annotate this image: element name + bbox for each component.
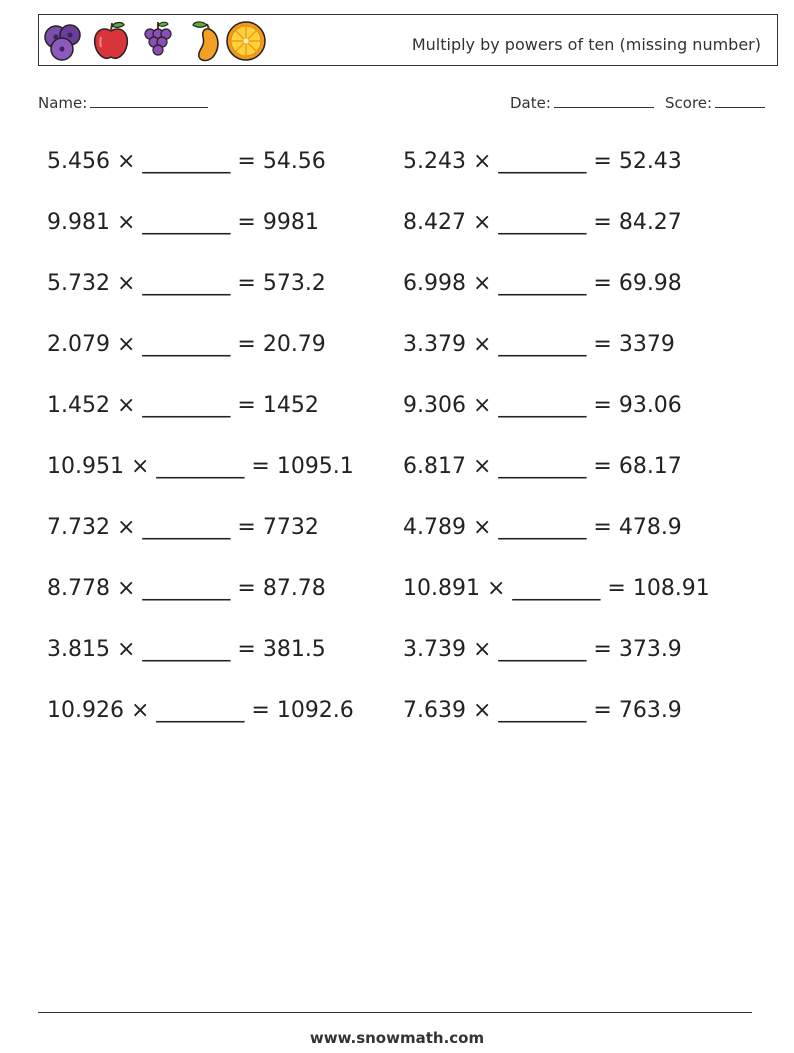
orange-slice-icon — [224, 19, 268, 63]
problem-right-5[interactable]: 9.306 × ________ = 93.06 — [403, 393, 682, 418]
problem-left-2[interactable]: 9.981 × ________ = 9981 — [47, 210, 319, 235]
problem-right-2[interactable]: 8.427 × ________ = 84.27 — [403, 210, 682, 235]
problem-left-10[interactable]: 10.926 × ________ = 1092.6 — [47, 698, 354, 723]
name-label: Name: — [38, 94, 88, 112]
problem-right-1[interactable]: 5.243 × ________ = 52.43 — [403, 149, 682, 174]
problem-left-3[interactable]: 5.732 × ________ = 573.2 — [47, 271, 326, 296]
problem-right-7[interactable]: 4.789 × ________ = 478.9 — [403, 515, 682, 540]
problem-right-8[interactable]: 10.891 × ________ = 108.91 — [403, 576, 710, 601]
date-field[interactable] — [510, 93, 654, 112]
footer-divider — [38, 1012, 752, 1013]
problem-left-5[interactable]: 1.452 × ________ = 1452 — [47, 393, 319, 418]
problem-right-9[interactable]: 3.739 × ________ = 373.9 — [403, 637, 682, 662]
problem-right-10[interactable]: 7.639 × ________ = 763.9 — [403, 698, 682, 723]
mango-icon — [183, 19, 227, 63]
name-field[interactable] — [38, 93, 208, 112]
worksheet-title: Multiply by powers of ten (missing number) — [411, 35, 761, 54]
worksheet-header — [38, 14, 778, 66]
problem-right-4[interactable]: 3.379 × ________ = 3379 — [403, 332, 675, 357]
problem-right-3[interactable]: 6.998 × ________ = 69.98 — [403, 271, 682, 296]
problem-left-8[interactable]: 8.778 × ________ = 87.78 — [47, 576, 326, 601]
problem-left-9[interactable]: 3.815 × ________ = 381.5 — [47, 637, 326, 662]
website-link[interactable]: www.snowmath.com — [309, 1029, 485, 1047]
problem-left-7[interactable]: 7.732 × ________ = 7732 — [47, 515, 319, 540]
date-label: Date: — [510, 94, 551, 112]
score-blank[interactable] — [715, 93, 765, 108]
blueberries-icon — [42, 19, 86, 63]
problem-left-1[interactable]: 5.456 × ________ = 54.56 — [47, 149, 326, 174]
problem-left-6[interactable]: 10.951 × ________ = 1095.1 — [47, 454, 354, 479]
grapes-icon — [136, 19, 180, 63]
problem-left-4[interactable]: 2.079 × ________ = 20.79 — [47, 332, 326, 357]
date-blank[interactable] — [554, 93, 654, 108]
score-field[interactable] — [665, 93, 765, 112]
score-label: Score: — [665, 94, 713, 112]
problem-right-6[interactable]: 6.817 × ________ = 68.17 — [403, 454, 682, 479]
apple-icon — [89, 19, 133, 63]
name-blank[interactable] — [90, 93, 208, 108]
